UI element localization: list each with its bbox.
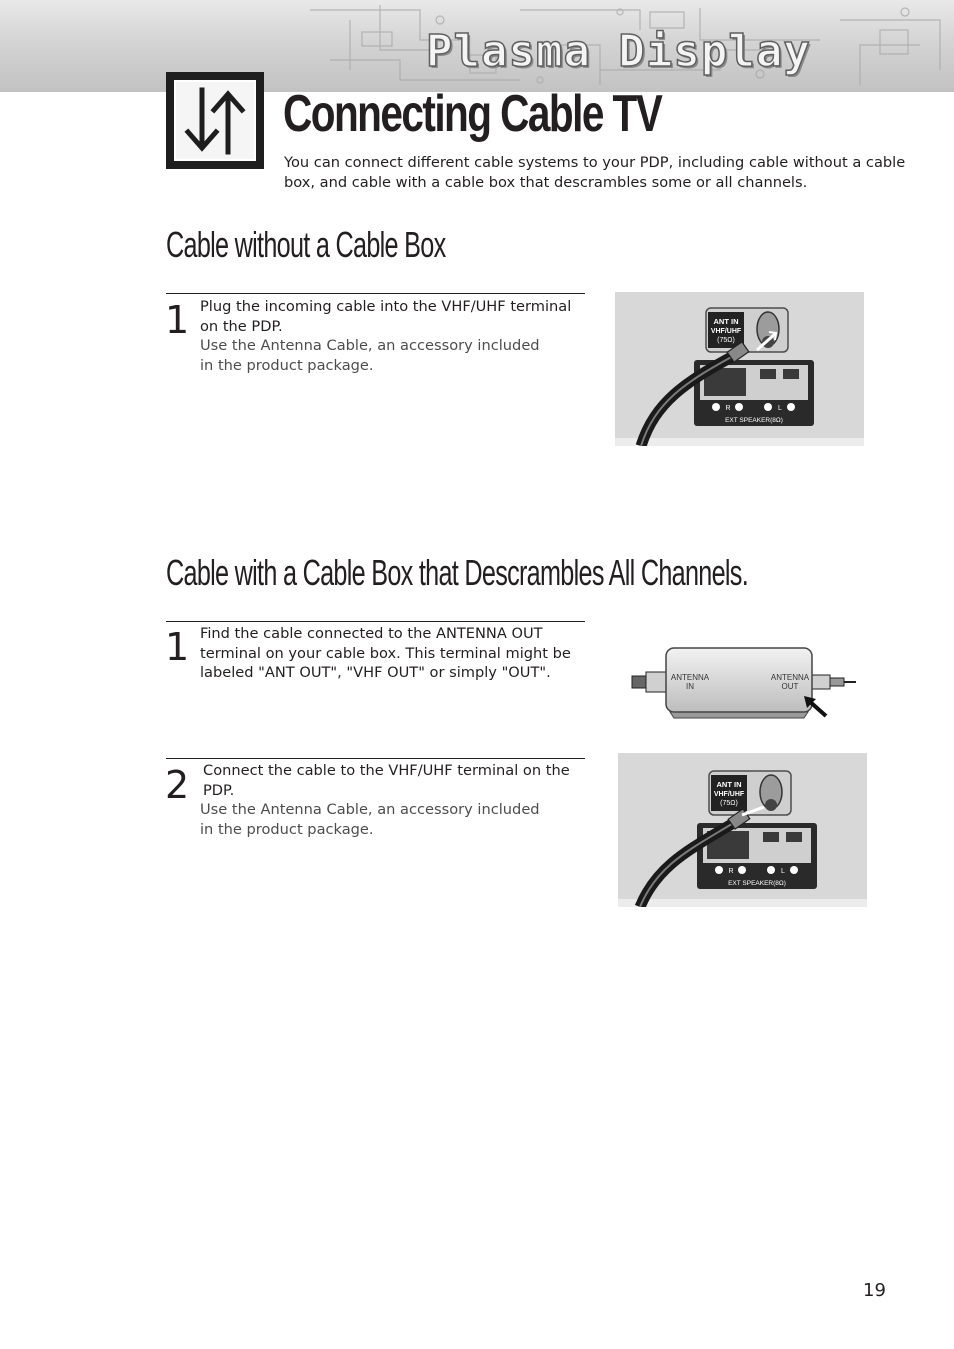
pdp-terminal-figure <box>615 292 864 446</box>
divider-rule <box>166 293 585 294</box>
step-text <box>200 297 584 375</box>
step-text <box>200 624 584 683</box>
section-heading-cable-without-box: Cable without a Cable Box <box>166 224 446 265</box>
panel-label-ext-speaker: EXT SPEAKER(8Ω) <box>728 880 786 887</box>
step-number: 2 <box>165 763 190 807</box>
panel-label-ant-in: ANT IN <box>716 780 742 789</box>
step-instruction: Find the cable connected to the ANTENNA OUT terminal on your cable box. This terminal might be labeled "ANT OUT", "VHF OUT" or simply "OUT". <box>200 625 571 681</box>
divider-rule <box>166 621 585 622</box>
banner-title: Plasma Display <box>426 26 811 77</box>
panel-label-l: L <box>781 868 785 875</box>
panel-label-vhf-uhf: VHF/UHF <box>713 791 745 798</box>
step-note <box>200 800 584 839</box>
step-note-line: in the product package. <box>200 356 374 374</box>
box-label-antenna-out: ANTENNA <box>770 673 810 682</box>
intro-paragraph: You can connect different cable systems to your PDP, including cable without a cable box, and cable with a cable box that descrambles some or all channels. <box>284 154 906 191</box>
panel-label-ohms: (75Ω) <box>717 337 735 344</box>
panel-label-r: R <box>728 868 734 875</box>
section-heading-cable-with-box: Cable with a Cable Box that Descrambles All Channels. <box>166 552 749 593</box>
step-note-line: in the product package. <box>200 820 374 838</box>
step-number: 1 <box>165 298 190 342</box>
box-label-antenna-in: ANTENNA <box>670 673 710 682</box>
box-label-in: IN <box>686 682 694 691</box>
panel-label-ant-in: ANT IN <box>713 317 739 326</box>
panel-label-l: L <box>778 405 782 412</box>
divider-rule <box>166 758 585 759</box>
step-note-line: Use the Antenna Cable, an accessory included <box>200 801 540 818</box>
up-down-arrows-icon <box>166 72 264 169</box>
step-number: 1 <box>165 625 190 669</box>
step-text <box>203 761 587 800</box>
step-instruction: Connect the cable to the VHF/UHF terminal on the PDP. <box>203 762 570 799</box>
step-note-line: Use the Antenna Cable, an accessory included <box>200 337 540 354</box>
page-number: 19 <box>863 1280 886 1301</box>
step-instruction: Plug the incoming cable into the VHF/UHF terminal on the PDP. <box>200 298 572 335</box>
box-label-out: OUT <box>781 682 799 691</box>
cable-box-figure <box>630 642 860 722</box>
pdp-terminal-figure <box>618 753 867 907</box>
panel-label-r: R <box>725 405 731 412</box>
panel-label-ext-speaker: EXT SPEAKER(8Ω) <box>725 417 783 424</box>
header-banner <box>0 0 954 92</box>
panel-label-ohms: (75Ω) <box>720 800 738 807</box>
page-title: Connecting Cable TV <box>283 85 662 143</box>
panel-label-vhf-uhf: VHF/UHF <box>710 328 742 335</box>
